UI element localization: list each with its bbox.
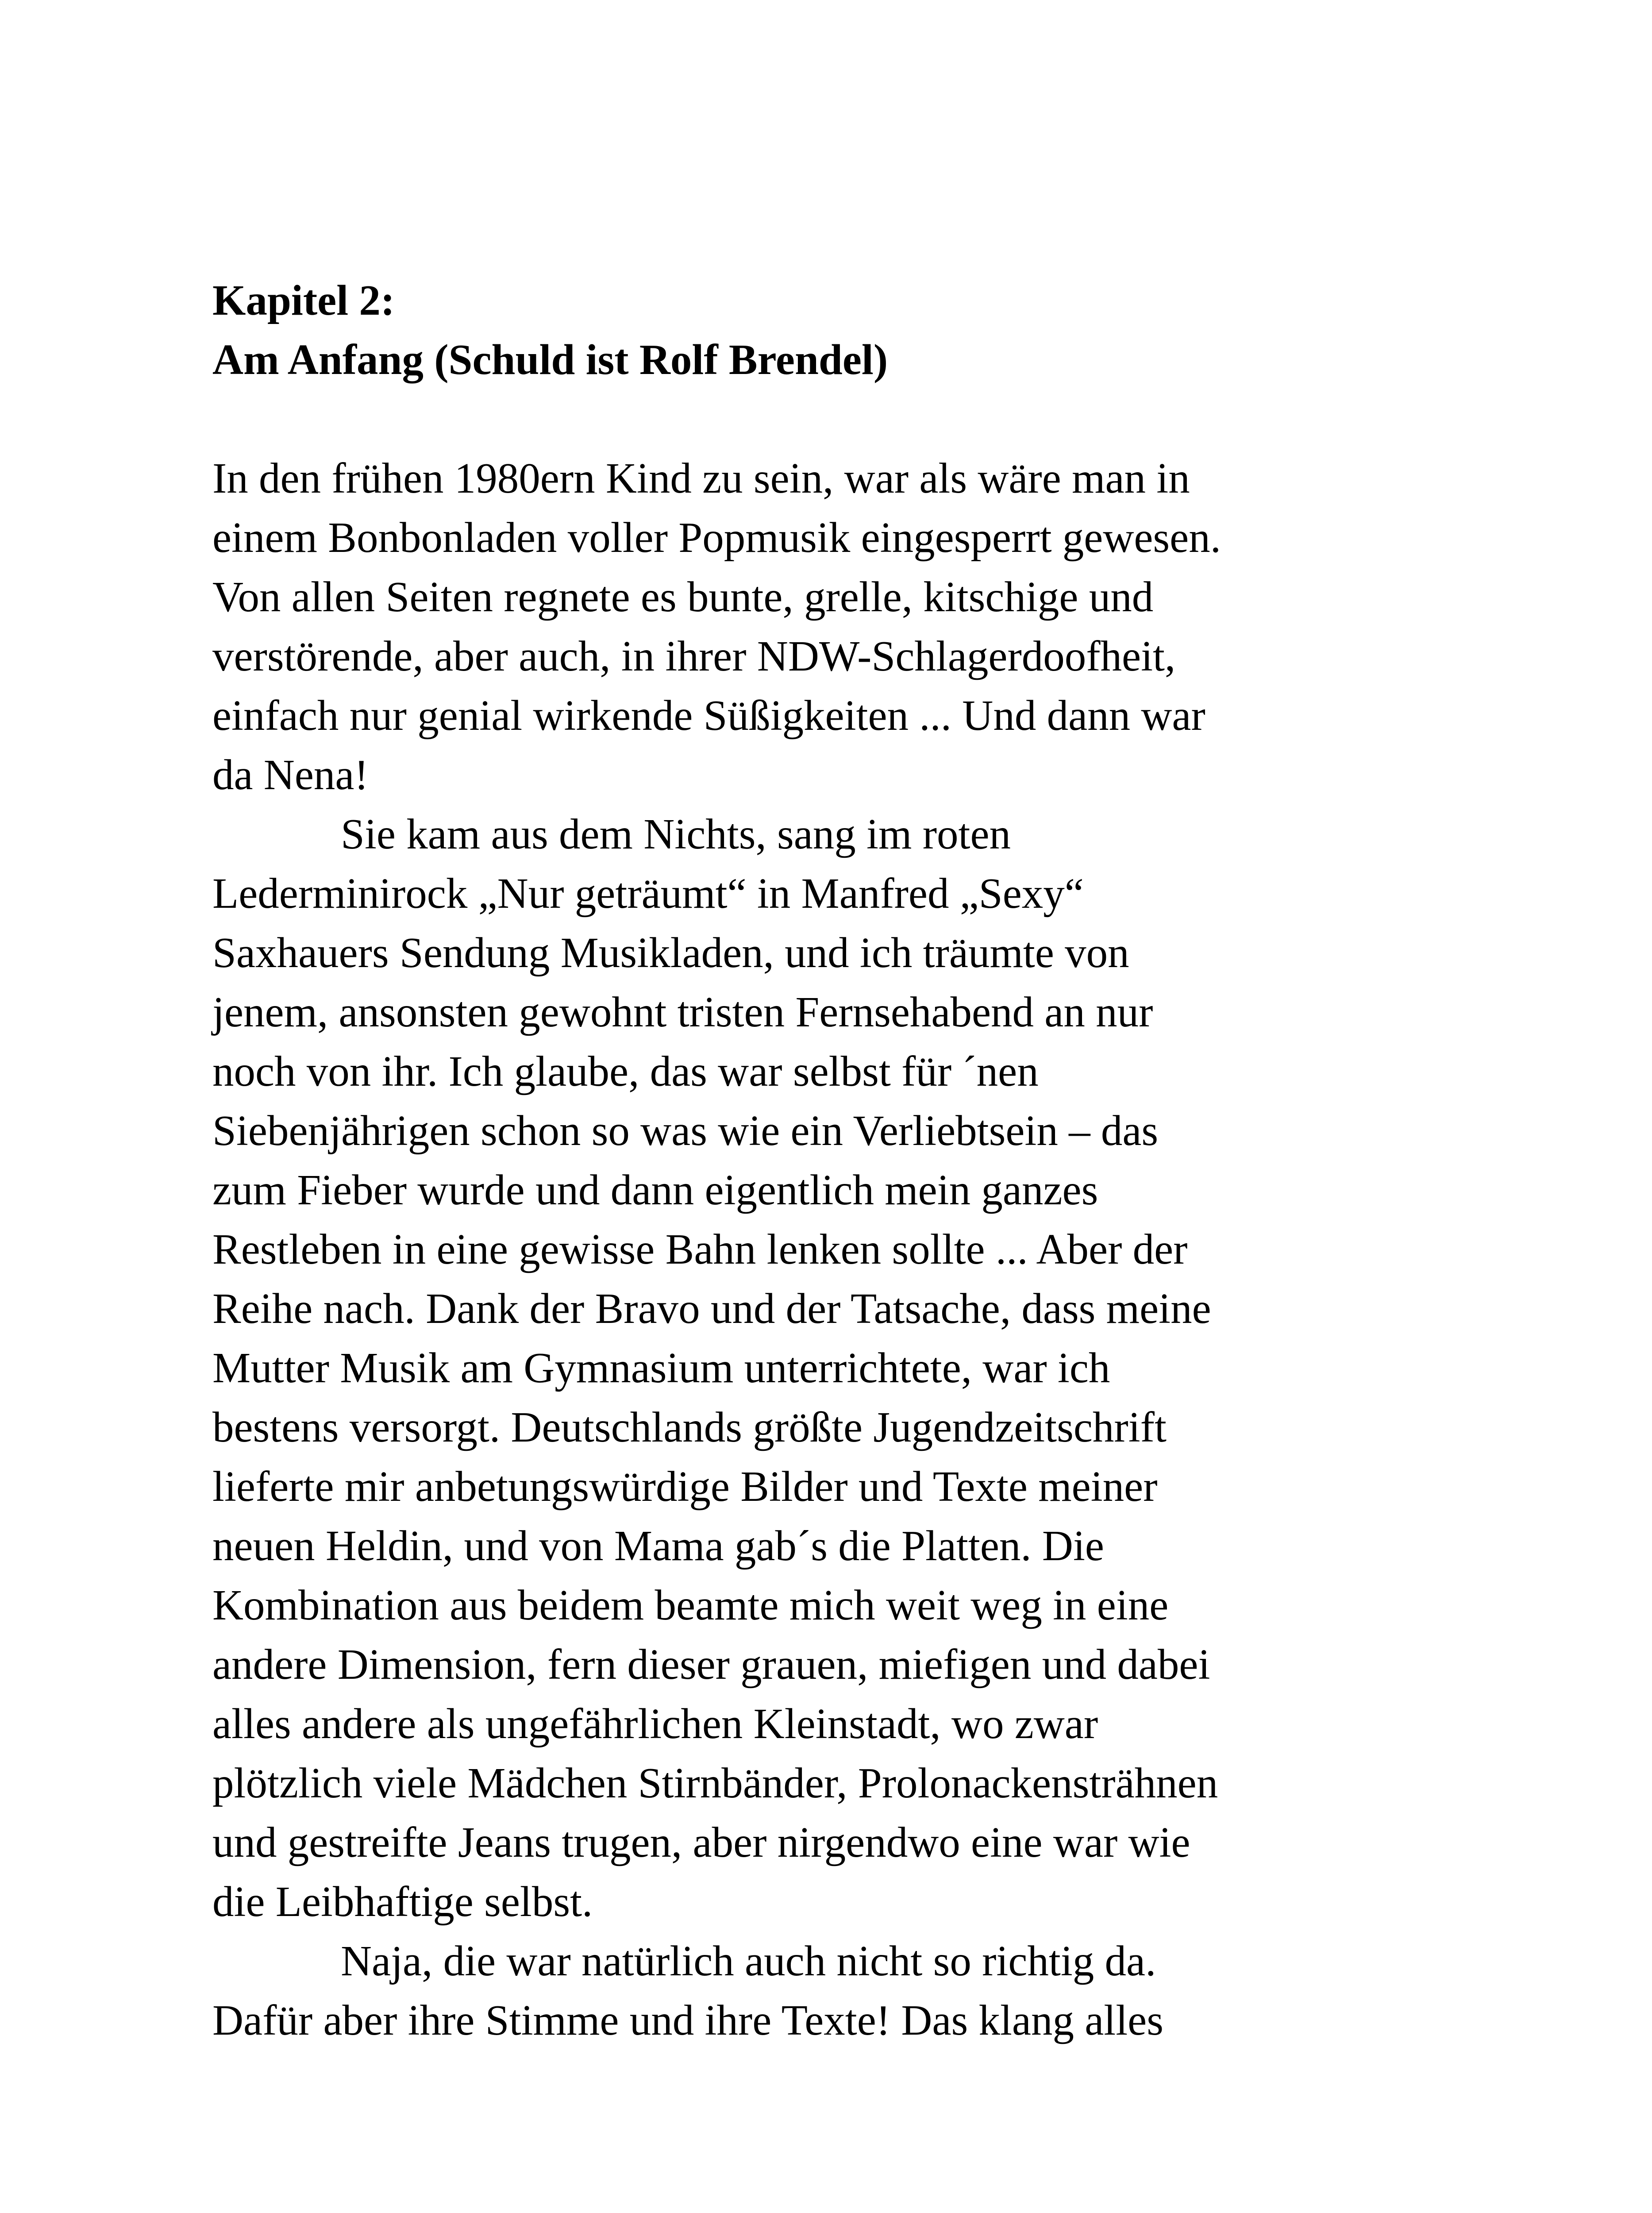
text-line: und gestreifte Jeans trugen, aber nirgendwo eine war wie — [212, 1819, 1190, 1866]
text-line: zum Fieber wurde und dann eigentlich mein ganzes — [212, 1166, 1098, 1214]
text-line: lieferte mir anbetungswürdige Bilder und Texte meiner — [212, 1463, 1158, 1510]
text-line: Saxhauers Sendung Musikladen, und ich träumte von — [212, 929, 1129, 976]
text-line: neuen Heldin, und von Mama gab´s die Platten. Die — [212, 1522, 1104, 1569]
text-line: Dafür aber ihre Stimme und ihre Texte! Das klang alles — [212, 1997, 1163, 2044]
body-text — [212, 449, 1452, 2050]
text-line: bestens versorgt. Deutschlands größte Jugendzeitschrift — [212, 1403, 1167, 1451]
chapter-number: Kapitel 2: — [212, 277, 395, 324]
text-line: da Nena! — [212, 751, 369, 798]
text-line: Siebenjährigen schon so was wie ein Verliebtsein – das — [212, 1107, 1159, 1154]
text-line: Kombination aus beidem beamte mich weit weg in eine — [212, 1581, 1169, 1629]
text-line: Von allen Seiten regnete es bunte, grelle, kitschige und — [212, 573, 1154, 621]
page-content — [212, 271, 1452, 2050]
text-line-indented: Naja, die war natürlich auch nicht so richtig da. — [341, 1937, 1156, 1985]
text-line: verstörende, aber auch, in ihrer NDW-Schlagerdoofheit, — [212, 632, 1176, 680]
chapter-heading — [212, 271, 1452, 389]
paragraph-2 — [212, 805, 1452, 1932]
text-line: einem Bonbonladen voller Popmusik eingesperrt gewesen. — [212, 514, 1221, 561]
text-line: Reihe nach. Dank der Bravo und der Tatsache, dass meine — [212, 1285, 1211, 1332]
text-line: die Leibhaftige selbst. — [212, 1878, 593, 1925]
text-line: andere Dimension, fern dieser grauen, miefigen und dabei — [212, 1641, 1210, 1688]
chapter-title: Am Anfang (Schuld ist Rolf Brendel) — [212, 336, 888, 383]
paragraph-1 — [212, 449, 1452, 805]
paragraph-3 — [212, 1932, 1452, 2050]
text-line: Restleben in eine gewisse Bahn lenken sollte ... Aber der — [212, 1226, 1188, 1273]
text-line: noch von ihr. Ich glaube, das war selbst für ´nen — [212, 1048, 1039, 1095]
text-line-indented: Sie kam aus dem Nichts, sang im roten — [341, 810, 1011, 858]
text-line: jenem, ansonsten gewohnt tristen Fernsehabend an nur — [212, 988, 1153, 1036]
text-line: Lederminirock „Nur geträumt“ in Manfred „Sexy“ — [212, 870, 1084, 917]
text-line: plötzlich viele Mädchen Stirnbänder, Prolonackensträhnen — [212, 1759, 1218, 1807]
text-line: alles andere als ungefährlichen Kleinstadt, wo zwar — [212, 1700, 1098, 1747]
text-line: einfach nur genial wirkende Süßigkeiten ... Und dann war — [212, 692, 1205, 739]
text-line: In den frühen 1980ern Kind zu sein, war als wäre man in — [212, 455, 1190, 502]
text-line: Mutter Musik am Gymnasium unterrichtete, war ich — [212, 1344, 1110, 1392]
